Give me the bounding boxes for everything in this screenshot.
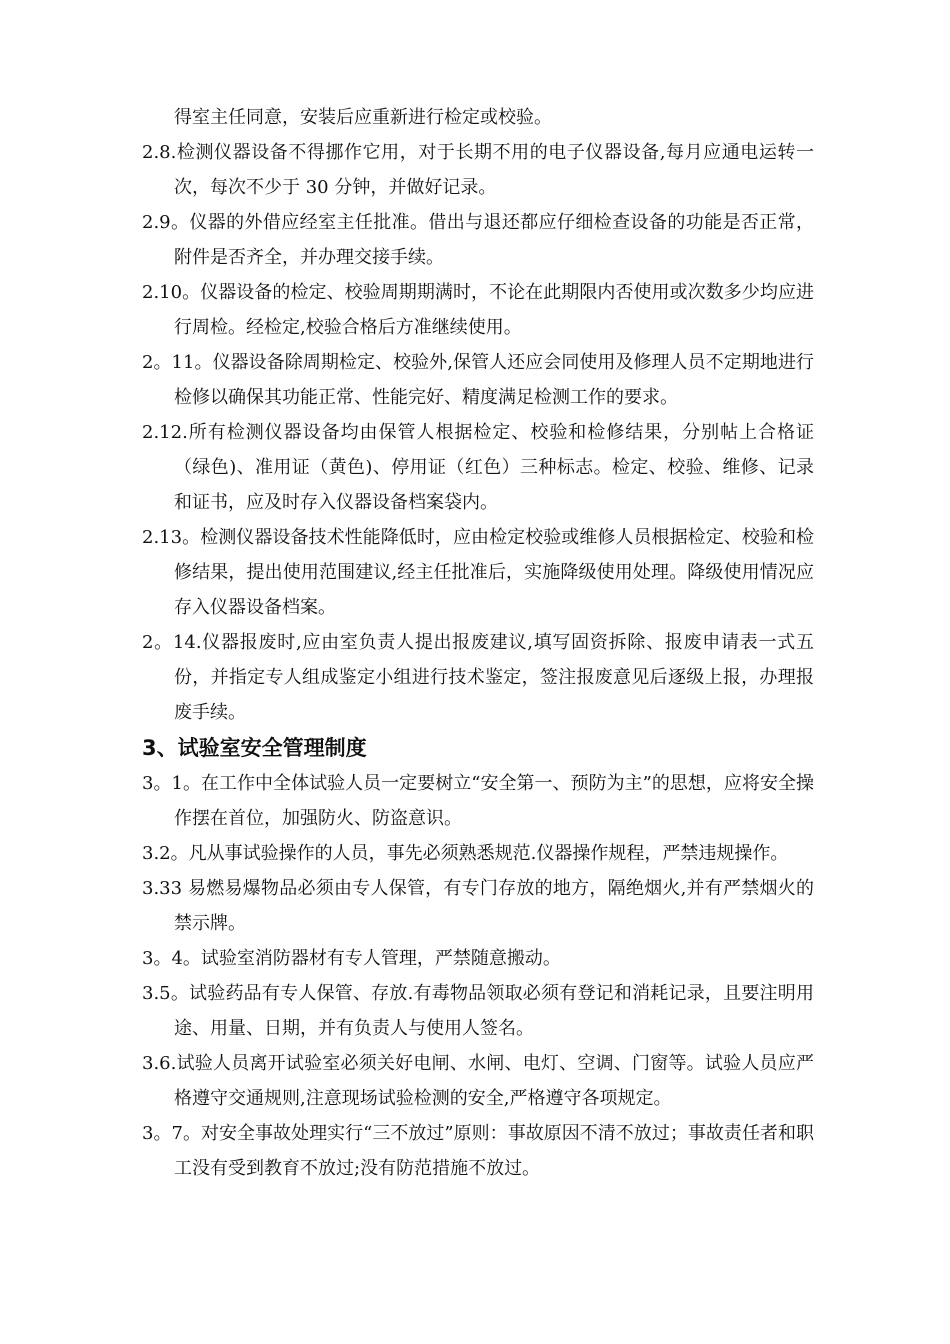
paragraph-2-14: 2。14.仪器报废时,应由室负责人提出报废建议,填写固资拆除、报废申请表一式五份，并指定专人组成鉴定小组进行技术鉴定，签注报废意见后逐级上报，办理报废手续。 <box>142 632 814 723</box>
paragraph-2-9: 2.9。仪器的外借应经室主任批准。借出与退还都应仔细检查设备的功能是否正常，附件是否齐全，并办理交接手续。 <box>142 212 814 268</box>
paragraph-2-13: 2.13。检测仪器设备技术性能降低时，应由检定校验或维修人员根据检定、校验和检修结果，提出使用范围建议,经主任批准后，实施降级使用处理。降级使用情况应存入仪器设备档案。 <box>142 527 814 618</box>
paragraph-continuation: 得室主任同意，安装后应重新进行检定或校验。 <box>174 107 552 128</box>
paragraph-2-12: 2.12.所有检测仪器设备均由保管人根据检定、校验和检修结果，分别帖上合格证（绿色)、准用证（黄色)、停用证（红色）三种标志。检定、校验、维修、记录和证书，应及时存入仪器设备档案袋内。 <box>142 422 814 513</box>
paragraph-3-1: 3。1。在工作中全体试验人员一定要树立“安全第一、预防为主”的思想，应将安全操作摆在首位，加强防火、防盗意识。 <box>142 773 814 829</box>
paragraph-3-5: 3.5。试验药品有专人保管、存放.有毒物品领取必须有登记和消耗记录，且要注明用途、用量、日期，并有负责人与使用人签名。 <box>142 983 814 1039</box>
section-3-heading: 3、试验室安全管理制度 <box>142 736 367 760</box>
paragraph-3-2: 3.2。凡从事试验操作的人员，事先必须熟悉规范.仪器操作规程，严禁违规操作。 <box>142 843 789 864</box>
paragraph-3-6: 3.6.试验人员离开试验室必须关好电闸、水闸、电灯、空调、门窗等。试验人员应严格遵守交通规则,注意现场试验检测的安全,严格遵守各项规定。 <box>142 1053 814 1109</box>
document-body <box>142 100 814 1186</box>
paragraph-2-10: 2.10。仪器设备的检定、校验周期期满时，不论在此期限内否使用或次数多少均应进行周检。经检定,校验合格后方准继续使用。 <box>142 282 814 338</box>
paragraph-2-11: 2。11。仪器设备除周期检定、校验外,保管人还应会同使用及修理人员不定期地进行检修以确保其功能正常、性能完好、精度满足检测工作的要求。 <box>142 352 814 408</box>
paragraph-3-4: 3。4。试验室消防器材有专人管理，严禁随意搬动。 <box>142 948 561 969</box>
paragraph-3-7: 3。7。对安全事故处理实行“三不放过”原则：事故原因不清不放过；事故责任者和职工没有受到教育不放过;没有防范措施不放过。 <box>142 1123 814 1179</box>
paragraph-3-3: 3.33 易燃易爆物品必须由专人保管，有专门存放的地方，隔绝烟火,并有严禁烟火的禁示牌。 <box>142 878 814 934</box>
paragraph-2-8: 2.8.检测仪器设备不得挪作它用，对于长期不用的电子仪器设备,每月应通电运转一次，每次不少于 30 分钟，并做好记录。 <box>142 142 814 198</box>
